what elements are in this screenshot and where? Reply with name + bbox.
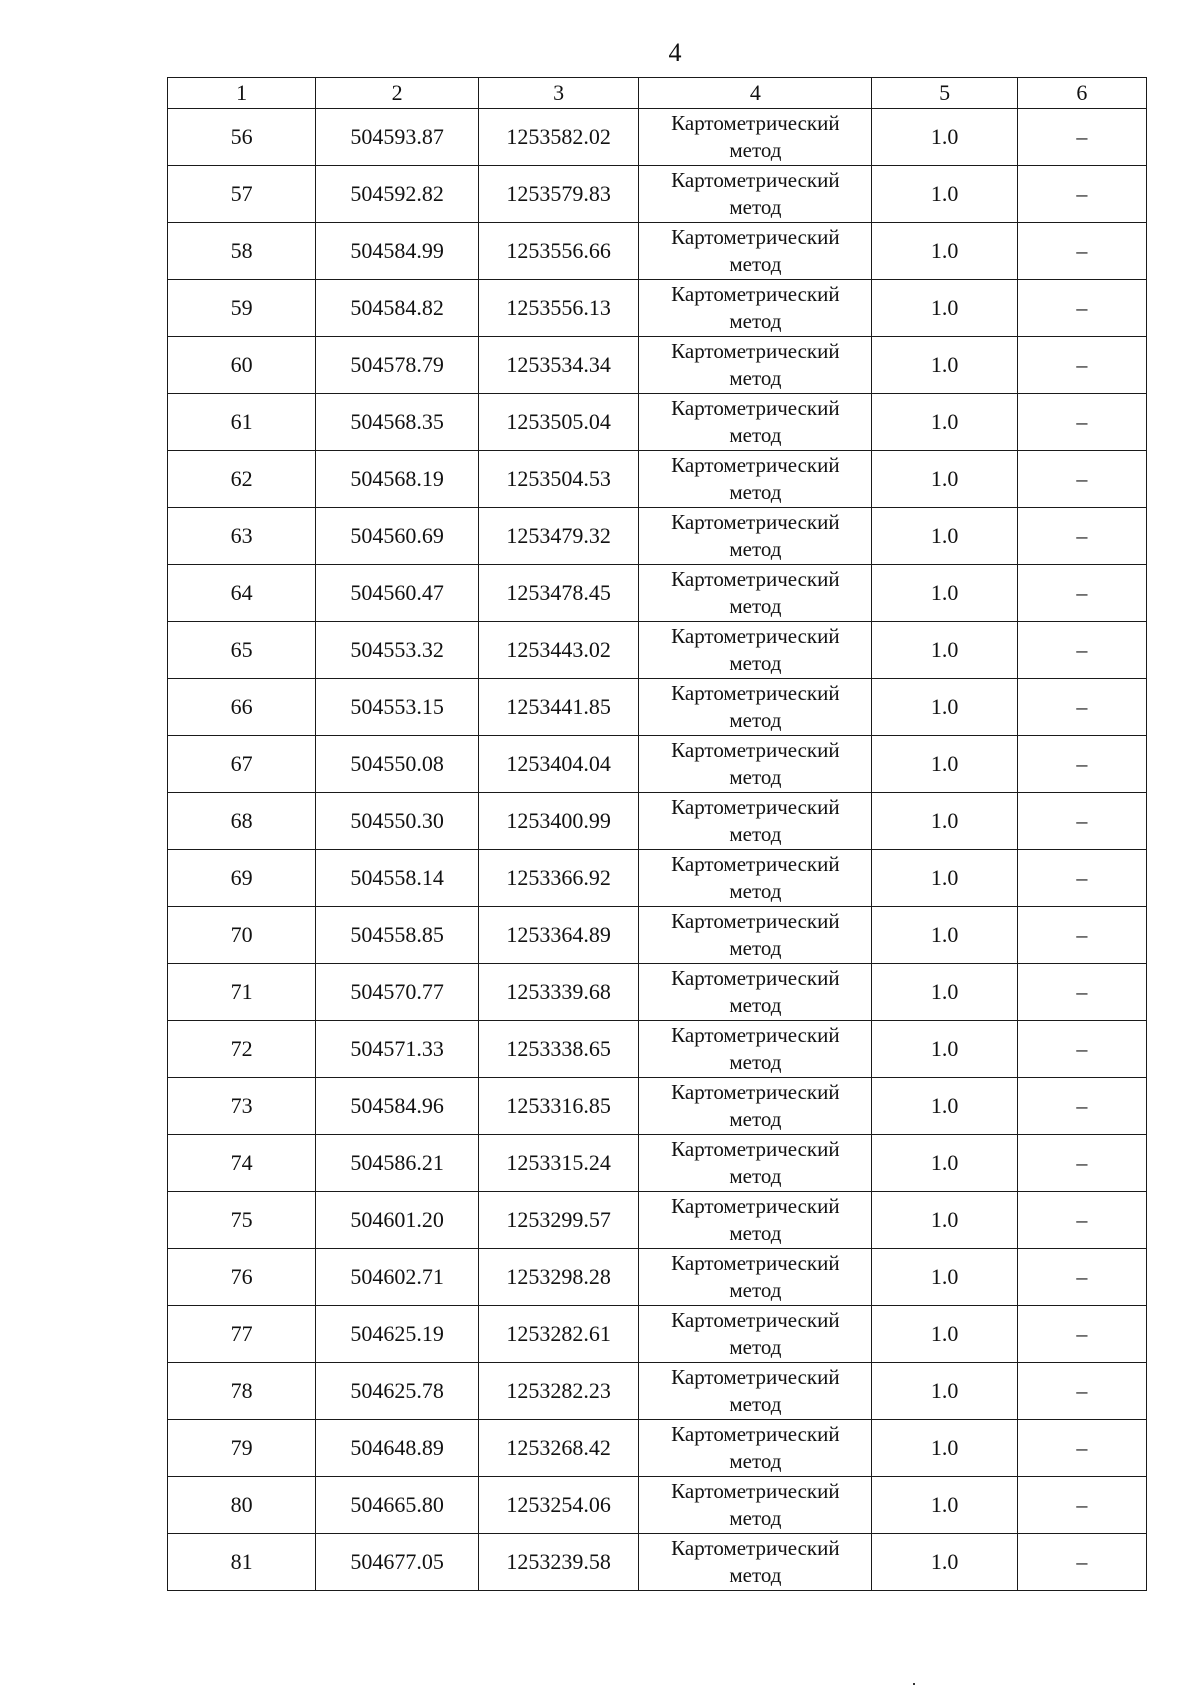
table-row: [168, 1078, 1147, 1135]
method-line-2: метод: [729, 1563, 782, 1587]
method-line-1: Картометрический: [671, 396, 840, 420]
method-line-1: Картометрический: [671, 1251, 840, 1275]
method-cell: [639, 508, 872, 565]
extra-cell: –: [1017, 166, 1146, 223]
method-line-2: метод: [729, 366, 782, 390]
method-cell: [639, 1420, 872, 1477]
accuracy-cell: 1.0: [872, 166, 1017, 223]
extra-cell: –: [1017, 1249, 1146, 1306]
accuracy-cell: 1.0: [872, 736, 1017, 793]
method-line-2: метод: [729, 993, 782, 1017]
y-coordinate-cell: 1253400.99: [478, 793, 638, 850]
method-line-2: метод: [729, 708, 782, 732]
point-number-cell: 77: [168, 1306, 316, 1363]
point-number-cell: 78: [168, 1363, 316, 1420]
table-row: [168, 850, 1147, 907]
y-coordinate-cell: 1253505.04: [478, 394, 638, 451]
extra-cell: –: [1017, 565, 1146, 622]
method-line-1: Картометрический: [671, 111, 840, 135]
table-row: [168, 1534, 1147, 1591]
accuracy-cell: 1.0: [872, 223, 1017, 280]
method-line-2: метод: [729, 195, 782, 219]
extra-cell: –: [1017, 793, 1146, 850]
extra-cell: –: [1017, 1192, 1146, 1249]
method-line-2: метод: [729, 879, 782, 903]
table-row: [168, 1135, 1147, 1192]
header-col-2: 2: [316, 78, 478, 109]
method-line-1: Картометрический: [671, 1137, 840, 1161]
point-number-cell: 60: [168, 337, 316, 394]
x-coordinate-cell: 504550.08: [316, 736, 478, 793]
method-cell: [639, 1021, 872, 1078]
table-row: [168, 1363, 1147, 1420]
table-row: [168, 1021, 1147, 1078]
y-coordinate-cell: 1253404.04: [478, 736, 638, 793]
header-col-5: 5: [872, 78, 1017, 109]
accuracy-cell: 1.0: [872, 508, 1017, 565]
method-line-1: Картометрический: [671, 453, 840, 477]
extra-cell: –: [1017, 1534, 1146, 1591]
method-line-1: Картометрический: [671, 282, 840, 306]
method-cell: [639, 679, 872, 736]
x-coordinate-cell: 504553.32: [316, 622, 478, 679]
point-number-cell: 56: [168, 109, 316, 166]
table-row: [168, 1306, 1147, 1363]
extra-cell: –: [1017, 1306, 1146, 1363]
y-coordinate-cell: 1253282.23: [478, 1363, 638, 1420]
table-row: [168, 565, 1147, 622]
extra-cell: –: [1017, 508, 1146, 565]
point-number-cell: 57: [168, 166, 316, 223]
coordinates-table: [167, 77, 1147, 1591]
method-cell: [639, 337, 872, 394]
header-col-4: 4: [639, 78, 872, 109]
method-line-2: метод: [729, 309, 782, 333]
extra-cell: –: [1017, 451, 1146, 508]
accuracy-cell: 1.0: [872, 1021, 1017, 1078]
x-coordinate-cell: 504601.20: [316, 1192, 478, 1249]
x-coordinate-cell: 504568.19: [316, 451, 478, 508]
method-line-1: Картометрический: [671, 1080, 840, 1104]
table-row: [168, 109, 1147, 166]
method-line-1: Картометрический: [671, 339, 840, 363]
method-line-1: Картометрический: [671, 738, 840, 762]
point-number-cell: 76: [168, 1249, 316, 1306]
point-number-cell: 80: [168, 1477, 316, 1534]
y-coordinate-cell: 1253478.45: [478, 565, 638, 622]
table-row: [168, 793, 1147, 850]
x-coordinate-cell: 504550.30: [316, 793, 478, 850]
page-number: 4: [668, 38, 682, 67]
extra-cell: –: [1017, 337, 1146, 394]
extra-cell: –: [1017, 109, 1146, 166]
table-row: [168, 679, 1147, 736]
method-line-2: метод: [729, 765, 782, 789]
accuracy-cell: 1.0: [872, 1306, 1017, 1363]
table-row: [168, 451, 1147, 508]
x-coordinate-cell: 504570.77: [316, 964, 478, 1021]
extra-cell: –: [1017, 736, 1146, 793]
accuracy-cell: 1.0: [872, 622, 1017, 679]
point-number-cell: 67: [168, 736, 316, 793]
accuracy-cell: 1.0: [872, 394, 1017, 451]
table-header: [168, 78, 1147, 109]
extra-cell: –: [1017, 850, 1146, 907]
method-cell: [639, 1534, 872, 1591]
method-cell: [639, 736, 872, 793]
table-row: [168, 223, 1147, 280]
method-cell: [639, 1249, 872, 1306]
x-coordinate-cell: 504665.80: [316, 1477, 478, 1534]
method-line-1: Картометрический: [671, 966, 840, 990]
extra-cell: –: [1017, 1078, 1146, 1135]
method-cell: [639, 1192, 872, 1249]
point-number-cell: 66: [168, 679, 316, 736]
table-row: [168, 1249, 1147, 1306]
header-col-3: 3: [478, 78, 638, 109]
method-line-2: метод: [729, 138, 782, 162]
method-line-1: Картометрический: [671, 567, 840, 591]
point-number-cell: 72: [168, 1021, 316, 1078]
y-coordinate-cell: 1253298.28: [478, 1249, 638, 1306]
x-coordinate-cell: 504602.71: [316, 1249, 478, 1306]
extra-cell: –: [1017, 1477, 1146, 1534]
accuracy-cell: 1.0: [872, 964, 1017, 1021]
scan-speck: [913, 1683, 915, 1685]
y-coordinate-cell: 1253534.34: [478, 337, 638, 394]
accuracy-cell: 1.0: [872, 280, 1017, 337]
accuracy-cell: 1.0: [872, 679, 1017, 736]
accuracy-cell: 1.0: [872, 451, 1017, 508]
method-cell: [639, 166, 872, 223]
x-coordinate-cell: 504584.96: [316, 1078, 478, 1135]
method-cell: [639, 451, 872, 508]
method-line-1: Картометрический: [671, 909, 840, 933]
method-cell: [639, 280, 872, 337]
method-line-1: Картометрический: [671, 225, 840, 249]
accuracy-cell: 1.0: [872, 337, 1017, 394]
method-line-1: Картометрический: [671, 1194, 840, 1218]
accuracy-cell: 1.0: [872, 907, 1017, 964]
extra-cell: –: [1017, 1420, 1146, 1477]
x-coordinate-cell: 504584.82: [316, 280, 478, 337]
x-coordinate-cell: 504592.82: [316, 166, 478, 223]
table-body: [168, 109, 1147, 1591]
table-row: [168, 907, 1147, 964]
point-number-cell: 59: [168, 280, 316, 337]
point-number-cell: 79: [168, 1420, 316, 1477]
point-number-cell: 71: [168, 964, 316, 1021]
table-row: [168, 166, 1147, 223]
x-coordinate-cell: 504571.33: [316, 1021, 478, 1078]
method-cell: [639, 793, 872, 850]
method-line-2: метод: [729, 651, 782, 675]
method-cell: [639, 1078, 872, 1135]
method-line-1: Картометрический: [671, 852, 840, 876]
x-coordinate-cell: 504553.15: [316, 679, 478, 736]
table-row: [168, 1192, 1147, 1249]
accuracy-cell: 1.0: [872, 850, 1017, 907]
accuracy-cell: 1.0: [872, 1135, 1017, 1192]
method-line-1: Картометрический: [671, 624, 840, 648]
y-coordinate-cell: 1253443.02: [478, 622, 638, 679]
method-cell: [639, 1135, 872, 1192]
y-coordinate-cell: 1253582.02: [478, 109, 638, 166]
method-line-2: метод: [729, 822, 782, 846]
table-row: [168, 622, 1147, 679]
extra-cell: –: [1017, 679, 1146, 736]
method-line-1: Картометрический: [671, 681, 840, 705]
header-col-1: 1: [168, 78, 316, 109]
accuracy-cell: 1.0: [872, 1363, 1017, 1420]
method-line-1: Картометрический: [671, 510, 840, 534]
method-cell: [639, 109, 872, 166]
accuracy-cell: 1.0: [872, 1534, 1017, 1591]
table-row: [168, 280, 1147, 337]
point-number-cell: 70: [168, 907, 316, 964]
table-row: [168, 1420, 1147, 1477]
y-coordinate-cell: 1253556.66: [478, 223, 638, 280]
method-cell: [639, 964, 872, 1021]
x-coordinate-cell: 504625.19: [316, 1306, 478, 1363]
accuracy-cell: 1.0: [872, 793, 1017, 850]
method-line-2: метод: [729, 1335, 782, 1359]
point-number-cell: 63: [168, 508, 316, 565]
method-line-2: метод: [729, 1107, 782, 1131]
x-coordinate-cell: 504578.79: [316, 337, 478, 394]
accuracy-cell: 1.0: [872, 1420, 1017, 1477]
method-cell: [639, 850, 872, 907]
point-number-cell: 81: [168, 1534, 316, 1591]
accuracy-cell: 1.0: [872, 109, 1017, 166]
method-line-2: метод: [729, 252, 782, 276]
point-number-cell: 61: [168, 394, 316, 451]
x-coordinate-cell: 504584.99: [316, 223, 478, 280]
point-number-cell: 74: [168, 1135, 316, 1192]
accuracy-cell: 1.0: [872, 1477, 1017, 1534]
y-coordinate-cell: 1253504.53: [478, 451, 638, 508]
y-coordinate-cell: 1253315.24: [478, 1135, 638, 1192]
x-coordinate-cell: 504568.35: [316, 394, 478, 451]
y-coordinate-cell: 1253338.65: [478, 1021, 638, 1078]
y-coordinate-cell: 1253339.68: [478, 964, 638, 1021]
method-cell: [639, 907, 872, 964]
method-line-1: Картометрический: [671, 795, 840, 819]
table-row: [168, 1477, 1147, 1534]
point-number-cell: 68: [168, 793, 316, 850]
y-coordinate-cell: 1253282.61: [478, 1306, 638, 1363]
accuracy-cell: 1.0: [872, 565, 1017, 622]
method-line-2: метод: [729, 1449, 782, 1473]
point-number-cell: 64: [168, 565, 316, 622]
y-coordinate-cell: 1253299.57: [478, 1192, 638, 1249]
extra-cell: –: [1017, 964, 1146, 1021]
x-coordinate-cell: 504593.87: [316, 109, 478, 166]
y-coordinate-cell: 1253366.92: [478, 850, 638, 907]
y-coordinate-cell: 1253441.85: [478, 679, 638, 736]
method-line-2: метод: [729, 537, 782, 561]
method-line-2: метод: [729, 480, 782, 504]
x-coordinate-cell: 504558.14: [316, 850, 478, 907]
method-cell: [639, 1306, 872, 1363]
point-number-cell: 65: [168, 622, 316, 679]
y-coordinate-cell: 1253579.83: [478, 166, 638, 223]
y-coordinate-cell: 1253316.85: [478, 1078, 638, 1135]
point-number-cell: 69: [168, 850, 316, 907]
method-line-1: Картометрический: [671, 168, 840, 192]
x-coordinate-cell: 504586.21: [316, 1135, 478, 1192]
method-line-1: Картометрический: [671, 1308, 840, 1332]
x-coordinate-cell: 504648.89: [316, 1420, 478, 1477]
table-row: [168, 508, 1147, 565]
method-line-2: метод: [729, 1164, 782, 1188]
table-row: [168, 736, 1147, 793]
extra-cell: –: [1017, 622, 1146, 679]
method-line-1: Картометрический: [671, 1365, 840, 1389]
extra-cell: –: [1017, 1021, 1146, 1078]
x-coordinate-cell: 504560.47: [316, 565, 478, 622]
header-col-6: 6: [1017, 78, 1146, 109]
table-row: [168, 337, 1147, 394]
y-coordinate-cell: 1253268.42: [478, 1420, 638, 1477]
method-line-2: метод: [729, 1392, 782, 1416]
header-row: [168, 78, 1147, 109]
extra-cell: –: [1017, 907, 1146, 964]
method-cell: [639, 565, 872, 622]
x-coordinate-cell: 504625.78: [316, 1363, 478, 1420]
extra-cell: –: [1017, 1135, 1146, 1192]
accuracy-cell: 1.0: [872, 1078, 1017, 1135]
extra-cell: –: [1017, 223, 1146, 280]
accuracy-cell: 1.0: [872, 1192, 1017, 1249]
y-coordinate-cell: 1253479.32: [478, 508, 638, 565]
method-line-2: метод: [729, 1278, 782, 1302]
y-coordinate-cell: 1253556.13: [478, 280, 638, 337]
method-cell: [639, 394, 872, 451]
method-line-2: метод: [729, 1050, 782, 1074]
accuracy-cell: 1.0: [872, 1249, 1017, 1306]
method-line-1: Картометрический: [671, 1023, 840, 1047]
y-coordinate-cell: 1253254.06: [478, 1477, 638, 1534]
method-line-1: Картометрический: [671, 1422, 840, 1446]
point-number-cell: 58: [168, 223, 316, 280]
x-coordinate-cell: 504558.85: [316, 907, 478, 964]
method-line-2: метод: [729, 423, 782, 447]
x-coordinate-cell: 504677.05: [316, 1534, 478, 1591]
method-cell: [639, 1477, 872, 1534]
method-cell: [639, 1363, 872, 1420]
extra-cell: –: [1017, 280, 1146, 337]
method-cell: [639, 223, 872, 280]
point-number-cell: 73: [168, 1078, 316, 1135]
x-coordinate-cell: 504560.69: [316, 508, 478, 565]
method-line-1: Картометрический: [671, 1536, 840, 1560]
table-row: [168, 964, 1147, 1021]
method-line-1: Картометрический: [671, 1479, 840, 1503]
point-number-cell: 75: [168, 1192, 316, 1249]
table-row: [168, 394, 1147, 451]
extra-cell: –: [1017, 394, 1146, 451]
extra-cell: –: [1017, 1363, 1146, 1420]
y-coordinate-cell: 1253239.58: [478, 1534, 638, 1591]
y-coordinate-cell: 1253364.89: [478, 907, 638, 964]
method-line-2: метод: [729, 936, 782, 960]
method-line-2: метод: [729, 594, 782, 618]
point-number-cell: 62: [168, 451, 316, 508]
method-cell: [639, 622, 872, 679]
method-line-2: метод: [729, 1506, 782, 1530]
method-line-2: метод: [729, 1221, 782, 1245]
